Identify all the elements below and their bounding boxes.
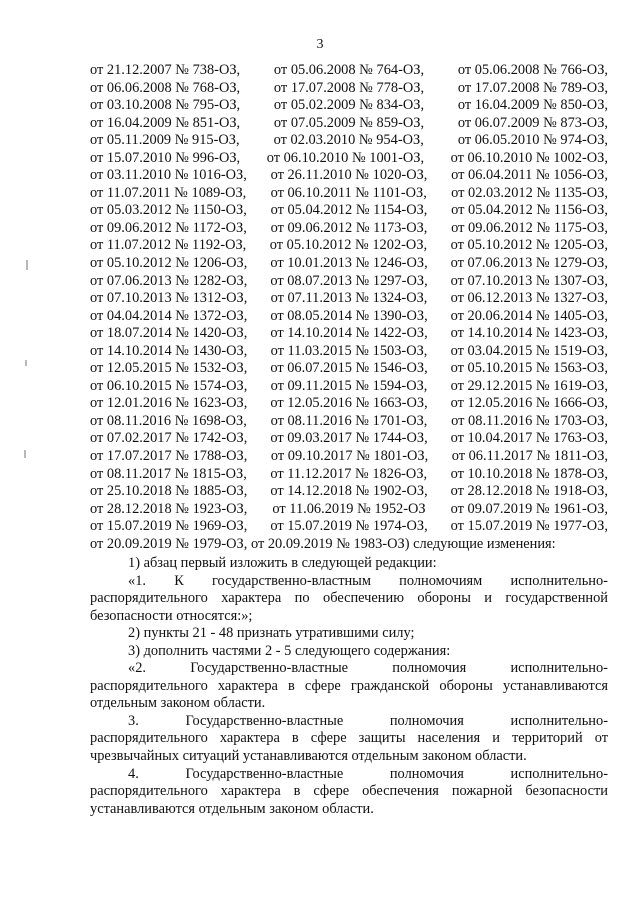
law-reference: от 07.11.2013 № 1324-ОЗ, [270, 290, 428, 307]
part-2-rest: распорядительного характера в сфере гражданской обороны устанавливаются отдельным законом области. [90, 677, 608, 712]
law-reference: от 25.10.2018 № 1885-ОЗ, [90, 483, 248, 500]
reference-line [90, 308, 608, 326]
law-reference: от 06.06.2008 № 768-ОЗ, [90, 79, 241, 96]
part-word: полномочия [389, 712, 464, 729]
law-reference: от 21.12.2007 № 738-ОЗ, [90, 62, 241, 78]
reference-line [90, 518, 608, 536]
reference-line [90, 80, 608, 98]
law-reference: от 17.07.2017 № 1788-ОЗ, [90, 448, 248, 465]
part-3-rest: распорядительного характера в сфере защиты населения и территорий от чрезвычайных ситуаций устанавливаются отдельным законом области. [90, 730, 608, 765]
law-reference: от 09.07.2019 № 1961-ОЗ, [450, 500, 608, 517]
law-reference: от 17.07.2008 № 789-ОЗ, [457, 79, 608, 96]
law-reference: от 09.06.2012 № 1175-ОЗ, [451, 219, 608, 236]
law-reference: от 12.01.2016 № 1623-ОЗ, [90, 395, 248, 412]
reference-line [90, 395, 608, 413]
law-reference: от 18.07.2014 № 1420-ОЗ, [90, 325, 248, 342]
page-number: 3 [316, 37, 324, 52]
law-reference: от 12.05.2016 № 1666-ОЗ, [450, 395, 608, 412]
reference-line [90, 430, 608, 448]
law-reference: от 06.12.2013 № 1327-ОЗ, [450, 290, 608, 307]
part-word: исполнительно- [510, 660, 608, 677]
law-reference: от 06.10.2010 № 1001-ОЗ, [266, 149, 425, 166]
law-reference: от 12.05.2016 № 1663-ОЗ, [270, 395, 428, 412]
law-reference: от 07.06.2013 № 1279-ОЗ, [450, 255, 608, 272]
law-reference: от 08.05.2014 № 1390-ОЗ, [270, 307, 428, 324]
law-reference: от 14.12.2018 № 1902-ОЗ, [270, 483, 428, 500]
law-reference: от 05.04.2012 № 1156-ОЗ, [451, 202, 608, 219]
reference-line [90, 202, 608, 220]
law-reference: от 06.05.2010 № 974-ОЗ, [457, 132, 608, 149]
part-2-first-line [90, 660, 608, 678]
part-word: Государственно-властные [185, 712, 344, 729]
reference-line [90, 501, 608, 519]
law-reference: от 05.10.2012 № 1206-ОЗ, [90, 255, 248, 272]
part-word: исполнительно- [510, 765, 608, 782]
law-reference: от 10.10.2018 № 1878-ОЗ, [450, 465, 608, 482]
law-reference: от 09.03.2017 № 1744-ОЗ, [270, 430, 428, 447]
part-4-first-line [90, 766, 608, 784]
law-reference: от 11.03.2015 № 1503-ОЗ, [270, 342, 428, 359]
law-reference: от 14.10.2014 № 1423-ОЗ, [450, 325, 608, 342]
law-references-list [90, 62, 608, 553]
quote-word: государственно-властным [211, 572, 371, 589]
law-reference: от 28.12.2018 № 1918-ОЗ, [450, 483, 608, 500]
reference-line [90, 325, 608, 343]
quote-word: исполнительно- [510, 572, 608, 589]
law-reference: от 08.11.2017 № 1815-ОЗ, [90, 465, 247, 482]
part-4-rest: распорядительного характера в сфере обеспечения пожарной безопасности устанавливаются отдельным законом области. [90, 783, 608, 817]
item-3-intro: 3) дополнить частями 2 - 5 следующего содержания: [128, 642, 451, 659]
law-reference: от 06.07.2009 № 873-ОЗ, [457, 114, 608, 131]
law-reference: от 05.11.2009 № 915-ОЗ, [90, 132, 240, 149]
law-reference: от 06.10.2011 № 1101-ОЗ, [270, 184, 427, 201]
scan-margin-mark [24, 450, 26, 458]
law-reference: от 03.10.2008 № 795-ОЗ, [90, 97, 241, 114]
law-reference: от 06.04.2011 № 1056-ОЗ, [451, 167, 608, 184]
law-reference: от 28.12.2018 № 1923-ОЗ, [90, 500, 248, 517]
law-reference: от 11.06.2019 № 1952-ОЗ [272, 500, 426, 517]
law-reference: от 15.07.2010 № 996-ОЗ, [90, 149, 241, 166]
law-reference: от 05.06.2008 № 766-ОЗ, [457, 62, 608, 78]
law-reference: от 14.10.2014 № 1430-ОЗ, [90, 342, 248, 359]
law-reference: от 16.04.2009 № 851-ОЗ, [90, 114, 241, 131]
law-reference: от 17.07.2008 № 778-ОЗ, [273, 79, 425, 96]
law-reference: от 08.11.2016 № 1703-ОЗ, [451, 412, 608, 429]
law-reference: от 09.11.2015 № 1594-ОЗ, [270, 377, 428, 394]
law-reference: от 05.02.2009 № 834-ОЗ, [273, 97, 425, 114]
law-reference: от 04.04.2014 № 1372-ОЗ, [90, 307, 248, 324]
law-reference: от 15.07.2019 № 1974-ОЗ, [270, 518, 428, 535]
law-reference: от 03.04.2015 № 1519-ОЗ, [450, 342, 608, 359]
law-reference: от 06.11.2017 № 1811-ОЗ, [451, 448, 608, 465]
part-word: Государственно-властные [190, 660, 349, 677]
law-reference: от 20.06.2014 № 1405-ОЗ, [450, 307, 608, 324]
law-reference: от 07.05.2009 № 859-ОЗ, [273, 114, 425, 131]
law-reference: от 10.04.2017 № 1763-ОЗ, [450, 430, 608, 447]
law-reference: от 07.10.2013 № 1312-ОЗ, [90, 290, 248, 307]
law-reference: от 02.03.2012 № 1135-ОЗ, [451, 184, 608, 201]
law-reference: от 10.01.2013 № 1246-ОЗ, [270, 255, 428, 272]
reference-line [90, 378, 608, 396]
item-1-intro: 1) абзац первый изложить в следующей редакции: [128, 555, 437, 571]
law-reference: от 08.07.2013 № 1297-ОЗ, [270, 272, 428, 289]
reference-line [90, 273, 608, 291]
reference-line [90, 115, 608, 133]
law-reference: от 09.10.2017 № 1801-ОЗ, [270, 448, 429, 465]
reference-line [90, 255, 608, 273]
law-reference: от 09.06.2012 № 1173-ОЗ, [270, 219, 428, 236]
reference-line [90, 220, 608, 238]
reference-line [90, 448, 608, 466]
reference-line [90, 360, 608, 378]
scan-margin-mark [26, 260, 28, 270]
reference-line [90, 150, 608, 168]
reference-line [90, 185, 608, 203]
item-1-quote-first-line [90, 573, 608, 591]
item-2: 2) пункты 21 - 48 признать утратившими силу; [128, 625, 415, 642]
part-word: полномочия [392, 660, 467, 677]
reference-last-line: от 20.09.2019 № 1979-ОЗ, от 20.09.2019 № 1983-ОЗ) следующие изменения: [90, 535, 556, 552]
quote-word: К [174, 572, 184, 589]
part-word: полномочия [389, 765, 464, 782]
quote-word: полномочиям [399, 572, 483, 589]
part-word: 4. [128, 765, 139, 782]
quote-word: «1. [128, 572, 146, 589]
item-1-quote-rest: распорядительного характера по обеспечению обороны и государственной безопасности относятся:»; [90, 590, 608, 624]
amendments-body [90, 555, 608, 818]
law-reference: от 05.10.2015 № 1563-ОЗ, [450, 360, 608, 377]
law-reference: от 08.11.2016 № 1698-ОЗ, [90, 412, 247, 429]
reference-line [90, 132, 608, 150]
reference-line [90, 237, 608, 255]
law-reference: от 12.05.2015 № 1532-ОЗ, [90, 360, 248, 377]
law-reference: от 14.10.2014 № 1422-ОЗ, [270, 325, 428, 342]
law-reference: от 05.04.2012 № 1154-ОЗ, [270, 202, 428, 219]
reference-line [90, 483, 608, 501]
part-word: Государственно-властные [185, 765, 344, 782]
law-reference: от 07.10.2013 № 1307-ОЗ, [450, 272, 608, 289]
reference-line [90, 167, 608, 185]
law-reference: от 02.03.2010 № 954-ОЗ, [273, 132, 424, 149]
law-reference: от 07.02.2017 № 1742-ОЗ, [90, 430, 248, 447]
law-reference: от 05.10.2012 № 1205-ОЗ, [450, 237, 608, 254]
law-reference: от 11.07.2011 № 1089-ОЗ, [90, 184, 247, 201]
part-word: исполнительно- [510, 712, 608, 729]
law-reference: от 09.06.2012 № 1172-ОЗ, [90, 219, 247, 236]
law-reference: от 11.07.2012 № 1192-ОЗ, [90, 237, 247, 254]
law-reference: от 16.04.2009 № 850-ОЗ, [457, 97, 608, 114]
reference-line [90, 290, 608, 308]
part-word: 3. [128, 712, 139, 729]
law-reference: от 03.11.2010 № 1016-ОЗ, [90, 167, 247, 184]
part-3-first-line [90, 713, 608, 731]
law-reference: от 06.10.2015 № 1574-ОЗ, [90, 377, 248, 394]
scan-margin-mark [25, 360, 27, 366]
law-reference: от 05.10.2012 № 1202-ОЗ, [269, 237, 428, 254]
law-reference: от 29.12.2015 № 1619-ОЗ, [450, 377, 608, 394]
reference-line [90, 413, 608, 431]
reference-line [90, 466, 608, 484]
law-reference: от 11.12.2017 № 1826-ОЗ, [270, 465, 428, 482]
reference-line [90, 62, 608, 80]
law-reference: от 05.06.2008 № 764-ОЗ, [273, 62, 425, 78]
law-reference: от 06.07.2015 № 1546-ОЗ, [270, 360, 428, 377]
law-reference: от 08.11.2016 № 1701-ОЗ, [270, 412, 428, 429]
law-reference: от 07.06.2013 № 1282-ОЗ, [90, 272, 248, 289]
reference-line [90, 343, 608, 361]
reference-line [90, 97, 608, 115]
law-reference: от 15.07.2019 № 1969-ОЗ, [90, 518, 248, 535]
law-reference: от 06.10.2010 № 1002-ОЗ, [450, 149, 608, 166]
law-reference: от 26.11.2010 № 1020-ОЗ, [270, 167, 428, 184]
law-reference: от 05.03.2012 № 1150-ОЗ, [90, 202, 247, 219]
part-word: «2. [128, 660, 146, 677]
law-reference: от 15.07.2019 № 1977-ОЗ, [450, 518, 608, 535]
